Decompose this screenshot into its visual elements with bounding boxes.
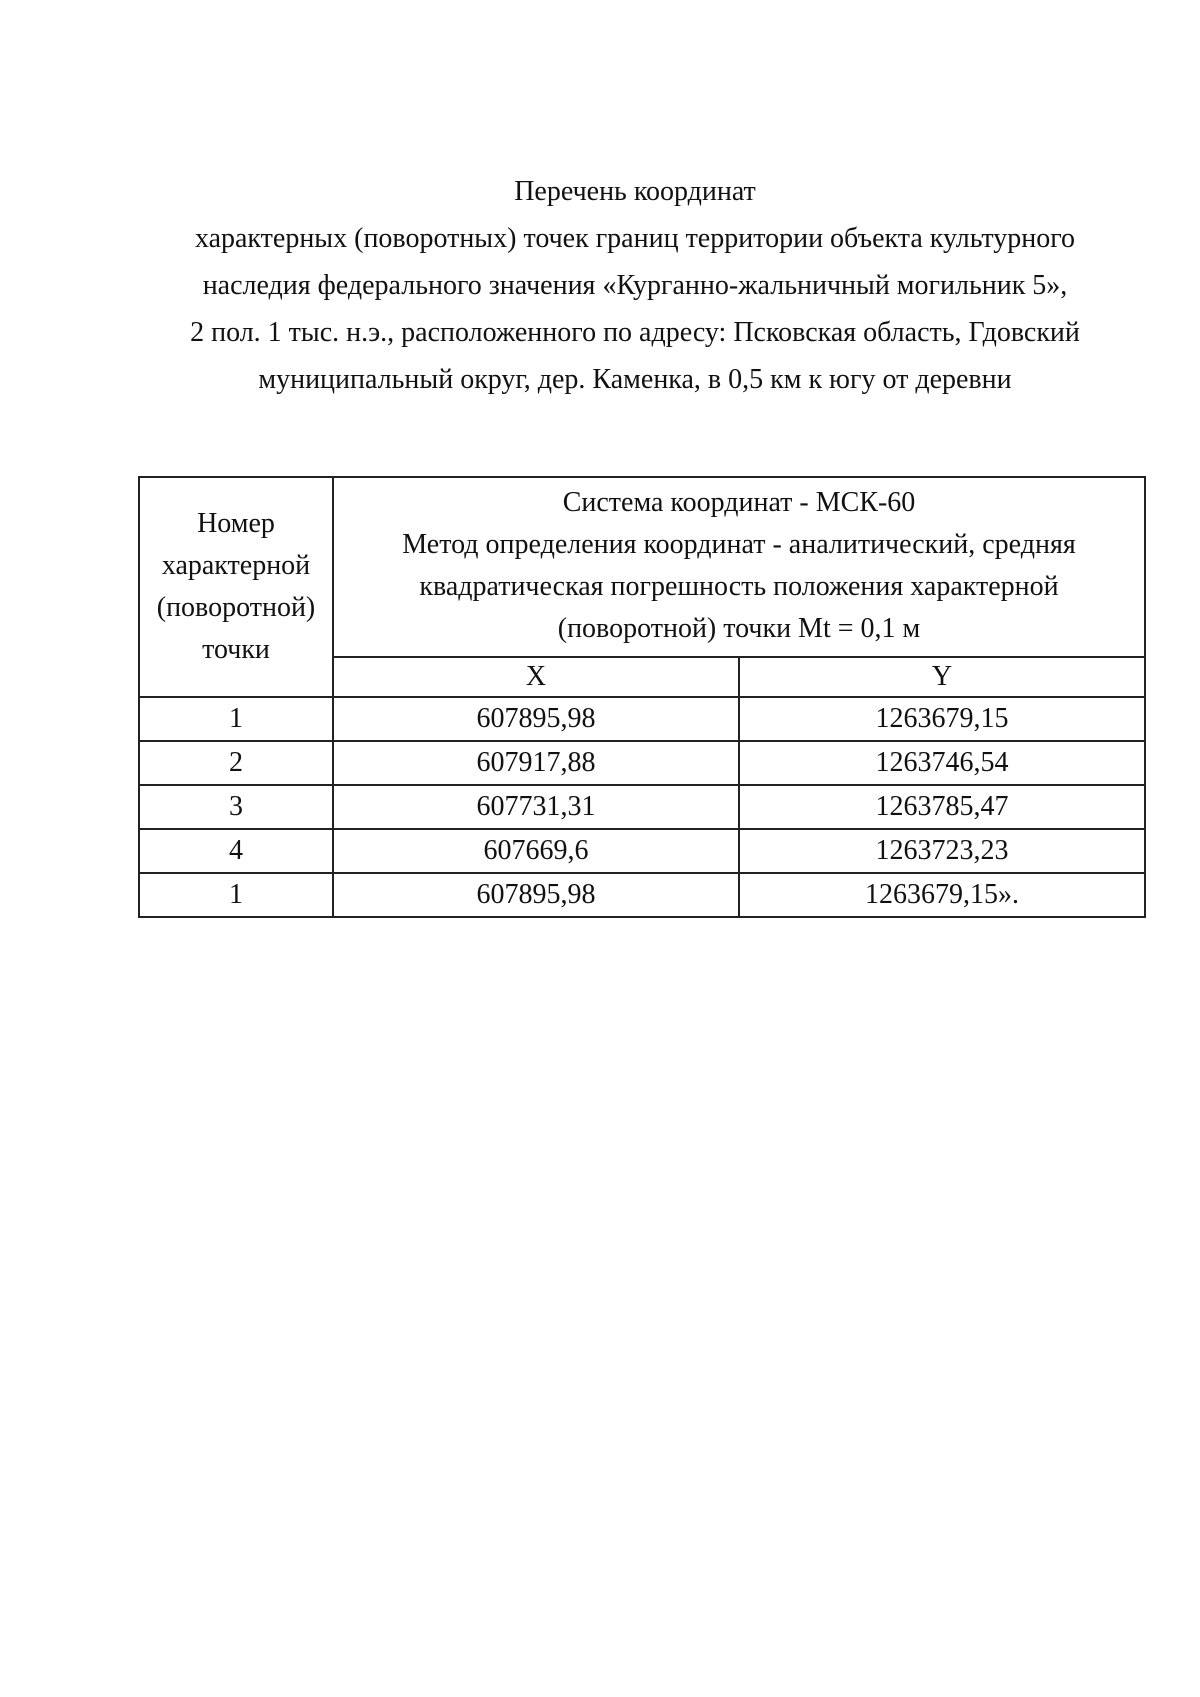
title-line: муниципальный округ, дер. Каменка, в 0,5 км к югу от деревни — [258, 364, 1012, 395]
title-line: 2 пол. 1 тыс. н.э., расположенного по адресу: Псковская область, Гдовский — [190, 317, 1080, 348]
x-coordinate-cell: 607895,98 — [333, 873, 739, 917]
table-row — [139, 697, 1145, 741]
table-row — [139, 741, 1145, 785]
point-number-cell: 1 — [139, 873, 333, 917]
point-number-header — [139, 477, 333, 697]
x-coordinate-cell: 607731,31 — [333, 785, 739, 829]
system-header-line: Система координат - МСК-60 — [562, 487, 916, 518]
y-coordinate-cell: 1263679,15 — [739, 697, 1145, 741]
system-header-line: Метод определения координат - аналитический, средняя — [402, 529, 1076, 560]
y-column-header: Y — [739, 657, 1145, 697]
x-coordinate-cell: 607895,98 — [333, 697, 739, 741]
system-header-line: (поворотной) точки Mt = 0,1 м — [557, 613, 921, 644]
point-number-cell: 2 — [139, 741, 333, 785]
table-row — [139, 873, 1145, 917]
point-header-line: (поворотной) — [156, 592, 316, 623]
document-title — [140, 168, 1130, 403]
system-header-line: квадратическая погрешность положения характерной — [419, 571, 1059, 602]
point-number-cell: 1 — [139, 697, 333, 741]
point-header-line: Номер — [197, 508, 275, 539]
title-line: характерных (поворотных) точек границ территории объекта культурного — [194, 223, 1076, 254]
title-line: Перечень координат — [514, 176, 756, 207]
table-header-row — [139, 477, 1145, 657]
point-header-line: характерной — [161, 550, 311, 581]
point-number-cell: 3 — [139, 785, 333, 829]
table-row — [139, 829, 1145, 873]
y-coordinate-cell: 1263785,47 — [739, 785, 1145, 829]
x-coordinate-cell: 607669,6 — [333, 829, 739, 873]
y-coordinate-cell: 1263723,23 — [739, 829, 1145, 873]
point-number-cell: 4 — [139, 829, 333, 873]
y-coordinate-cell: 1263679,15». — [739, 873, 1145, 917]
x-column-header: X — [333, 657, 739, 697]
table-row — [139, 785, 1145, 829]
point-header-line: точки — [202, 634, 270, 665]
title-line: наследия федерального значения «Курганно-жальничный могильник 5», — [202, 270, 1068, 301]
y-coordinate-cell: 1263746,54 — [739, 741, 1145, 785]
coordinate-system-header — [333, 477, 1145, 657]
coordinates-table — [138, 476, 1146, 918]
x-coordinate-cell: 607917,88 — [333, 741, 739, 785]
